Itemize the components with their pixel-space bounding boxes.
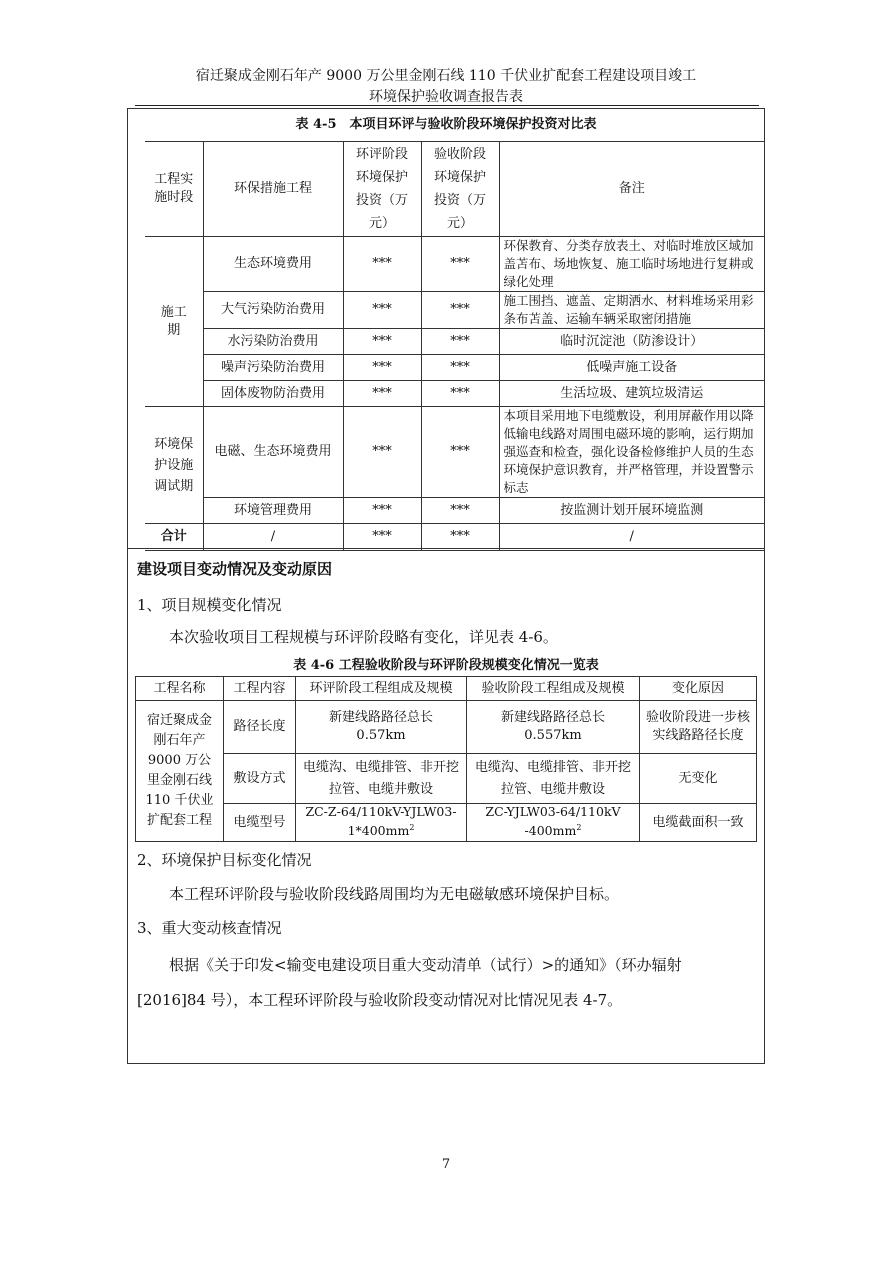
eia-scale-cell: 新建线路路径总长0.57km xyxy=(296,701,467,754)
table-header-row xyxy=(145,142,764,237)
reason-cell: 无变化 xyxy=(640,754,757,804)
item-cell: 噪声污染防治费用 xyxy=(203,355,343,381)
table-row xyxy=(145,355,764,381)
unit-superscript: 2 xyxy=(576,823,582,832)
reason-cell: 电缆截面积一致 xyxy=(640,804,757,842)
col-header-remarks: 备注 xyxy=(499,142,764,237)
acceptance-scale-cell: 电缆沟、电缆排管、非开挖拉管、电缆井敷设 xyxy=(467,754,640,804)
remark-cell: 临时沉淀池（防渗设计） xyxy=(499,329,764,355)
table-row xyxy=(145,292,764,329)
remark-cell: 低噪声施工设备 xyxy=(499,355,764,381)
col-header-acceptance-scale: 验收阶段工程组成及规模 xyxy=(467,677,640,701)
eia-scale-cell: $ZC-Z-64/110kV-YJLW03-1*400mm^2$ xyxy=(296,804,467,842)
eia-value: *** xyxy=(343,381,421,407)
eia-value: *** xyxy=(343,329,421,355)
item-cell: 环境管理费用 xyxy=(203,498,343,524)
content-cell: 路径长度 xyxy=(224,701,296,754)
major-change-text-line2: [2016]84 号），本工程环评阶段与验收阶段变动情况对比情况见表 4-7。 xyxy=(137,991,623,1009)
table-row xyxy=(145,237,764,292)
project-name-cell: 宿迁聚成金刚石年产9000 万公里金刚石线110 千伏业扩配套工程 xyxy=(136,701,224,842)
total-acceptance: *** xyxy=(421,524,499,551)
scale-change-text: 本次验收项目工程规模与环评阶段略有变化，详见表 4-6。 xyxy=(169,628,558,646)
remark-cell: 本项目采用地下电缆敷设，利用屏蔽作用以降低输电线路对周围电磁环境的影响，运行期加强巡查和检查，强化设备检修维护人员的生态环境保护意识教育，并严格管理，并设置警示标志 xyxy=(499,407,764,498)
acceptance-value: *** xyxy=(421,329,499,355)
table-row xyxy=(145,407,764,498)
table-row xyxy=(136,804,757,842)
acceptance-scale-cell: ZC-YJLW03-64/110kV $-400mm^2$ xyxy=(467,804,640,842)
phase-construction: 施工期 xyxy=(145,237,203,407)
item-cell: 固体废物防治费用 xyxy=(203,381,343,407)
remark-cell: 生活垃圾、建筑垃圾清运 xyxy=(499,381,764,407)
reason-cell: 验收阶段进一步核实线路路径长度 xyxy=(640,701,757,754)
item-cell: 水污染防治费用 xyxy=(203,329,343,355)
content-cell: 敷设方式 xyxy=(224,754,296,804)
protection-target-heading: 2、环境保护目标变化情况 xyxy=(137,851,312,869)
col-header-eia: 环评阶段环境保护投资（万元） xyxy=(343,142,421,237)
total-item: / xyxy=(203,524,343,551)
table-row xyxy=(136,701,757,754)
acceptance-value: *** xyxy=(421,407,499,498)
scale-change-heading: 1、项目规模变化情况 xyxy=(137,596,282,614)
page-number: 7 xyxy=(441,1157,451,1172)
eia-value: *** xyxy=(343,292,421,329)
remark-cell: 施工围挡、遮盖、定期洒水、材料堆场采用彩条布苫盖、运输车辆采取密闭措施 xyxy=(499,292,764,329)
header-rule xyxy=(135,105,759,106)
protection-target-text: 本工程环评阶段与验收阶段线路周围均为无电磁敏感环境保护目标。 xyxy=(169,885,620,903)
item-cell: 大气污染防治费用 xyxy=(203,292,343,329)
acceptance-value: *** xyxy=(421,292,499,329)
eia-value: *** xyxy=(343,498,421,524)
col-header-reason: 变化原因 xyxy=(640,677,757,701)
major-change-heading: 3、重大变动核查情况 xyxy=(137,919,282,937)
col-header-measure: 环保措施工程 xyxy=(203,142,343,237)
scale-change-table xyxy=(135,676,757,842)
investment-comparison-table xyxy=(145,141,764,551)
report-header-line2: 环境保护验收调查报告表 xyxy=(369,89,523,105)
table-row xyxy=(136,754,757,804)
acceptance-value: *** xyxy=(421,498,499,524)
phase-commissioning: 环境保护设施调试期 xyxy=(145,407,203,524)
eia-scale-cell: 电缆沟、电缆排管、非开挖拉管、电缆井敷设 xyxy=(296,754,467,804)
total-eia: *** xyxy=(343,524,421,551)
col-header-phase: 工程实施时段 xyxy=(145,142,203,237)
col-header-content: 工程内容 xyxy=(224,677,296,701)
acceptance-value: *** xyxy=(421,381,499,407)
report-header-line1: 宿迁聚成金刚石年产 9000 万公里金刚石线 110 千伏业扩配套工程建设项目竣工 xyxy=(195,68,697,84)
section-title: 建设项目变动情况及变动原因 xyxy=(137,560,333,578)
total-remark: / xyxy=(499,524,764,551)
col-header-project: 工程名称 xyxy=(136,677,224,701)
major-change-text-line1: 根据《关于印发<输变电建设项目重大变动清单（试行）>的通知》（环办辐射 xyxy=(169,956,682,974)
section-divider xyxy=(127,548,765,549)
total-row xyxy=(145,524,764,551)
total-label: 合计 xyxy=(145,524,203,551)
table-row xyxy=(145,498,764,524)
eia-value: *** xyxy=(343,355,421,381)
remark-cell: 按监测计划开展环境监测 xyxy=(499,498,764,524)
col-header-eia-scale: 环评阶段工程组成及规模 xyxy=(296,677,467,701)
table-row xyxy=(145,329,764,355)
acceptance-value: *** xyxy=(421,237,499,292)
remark-cell: 环保教育、分类存放表土、对临时堆放区域加盖苫布、场地恢复、施工临时场地进行复耕或绿化处理 xyxy=(499,237,764,292)
acceptance-scale-cell: 新建线路路径总长0.557km xyxy=(467,701,640,754)
table-4-5-caption: 表 4-5 本项目环评与验收阶段环境保护投资对比表 xyxy=(295,117,597,132)
acceptance-value: *** xyxy=(421,355,499,381)
item-cell: 电磁、生态环境费用 xyxy=(203,407,343,498)
item-cell: 生态环境费用 xyxy=(203,237,343,292)
content-cell: 电缆型号 xyxy=(224,804,296,842)
unit-superscript: 2 xyxy=(409,823,415,832)
col-header-acceptance: 验收阶段环境保护投资（万元） xyxy=(421,142,499,237)
table-row xyxy=(145,381,764,407)
eia-value: *** xyxy=(343,237,421,292)
table-header-row xyxy=(136,677,757,701)
table-4-6-caption: 表 4-6 工程验收阶段与环评阶段规模变化情况一览表 xyxy=(293,658,599,673)
eia-value: *** xyxy=(343,407,421,498)
